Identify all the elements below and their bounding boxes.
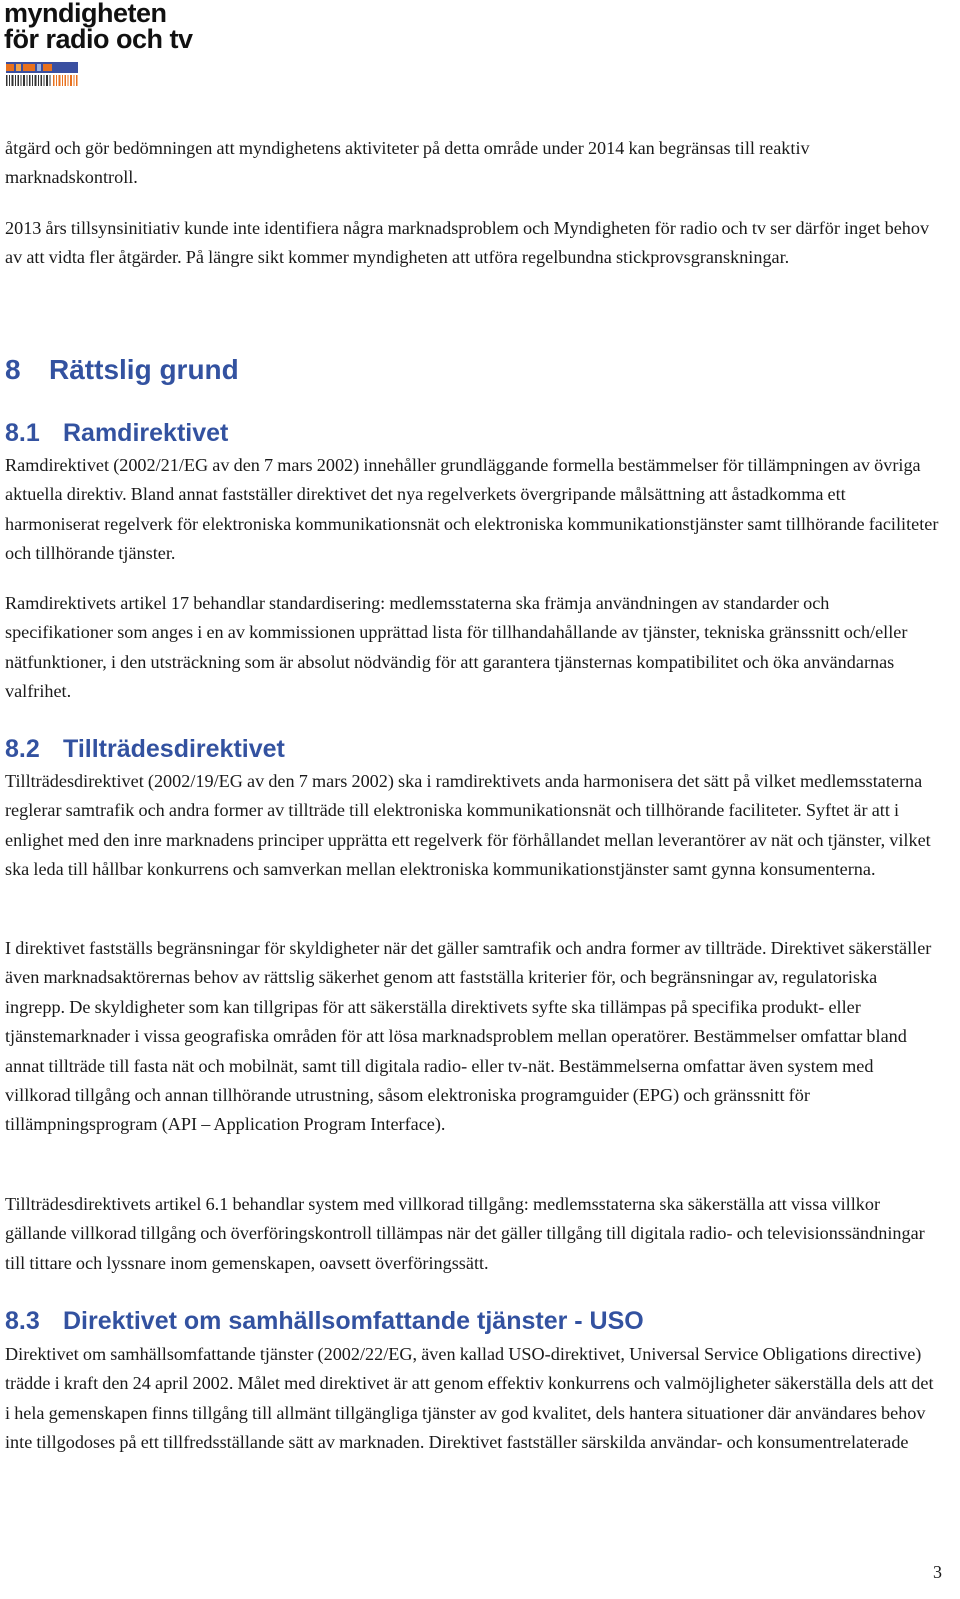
paragraph-8-1-b: Ramdirektivets artikel 17 behandlar standardisering: medlemsstaterna ska främja användningen av standarder och specifikationer som anges i en av kommissionen upprättad lista för tillhandahållande av tjänster, tekniska gränssnitt och/eller nätfunktioner, i den utsträckning som är absolut nödvändig för att garantera tjänsternas kompatibilitet och öka användarnas valfrihet. (5, 593, 908, 702)
logo-bars-icon (6, 62, 78, 86)
section-title: Rättslig grund (49, 354, 239, 385)
page-number: 3 (933, 1562, 942, 1582)
logo-text-line1: myndigheten (4, 0, 167, 28)
subsection-heading-8-1 (5, 418, 940, 448)
paragraph-8-2-c: Tillträdesdirektivets artikel 6.1 behandlar system med villkorad tillgång: medlemsstaterna ska säkerställa att vissa villkor gällande villkorad tillgång och överföringskontroll tillämpas när det gäller tillgång till digitala radio- och televisionssändningar till tittare och lyssnare inom gemenskapen, oavsett överföringssätt. (5, 1194, 925, 1273)
paragraph-8-2-a: Tillträdesdirektivet (2002/19/EG av den 7 mars 2002) ska i ramdirektivets anda harmonisera det sätt på vilket medlemsstaterna reglerar samtrafik och andra former av tillträde till elektroniska kommunikationsnät och tillhörande faciliteter. Syftet är att i enlighet med den inre marknadens principer upprätta ett regelverk för förhållandet mellan leverantörer av nät och tjänster, vilket ska leda till hållbar konkurrens och samverkan mellan elektroniska kommunikationstjänster samt gynna konsumenterna. (5, 771, 931, 880)
logo-text-line2: för radio och tv (4, 24, 193, 54)
paragraph-intro-2: 2013 års tillsynsinitiativ kunde inte identifiera några marknadsproblem och Myndigheten för radio och tv ser därför inget behov av att vidta fler åtgärder. På längre sikt kommer myndigheten att utföra regelbundna stickprovsgranskningar. (5, 218, 930, 268)
paragraph-intro-1: åtgärd och gör bedömningen att myndighetens aktiviteter på detta område under 2014 kan begränsas till reaktiv marknadskontroll. (5, 138, 810, 188)
section-number: 8 (5, 354, 21, 385)
subsection-number: 8.1 (5, 419, 40, 447)
subsection-number: 8.2 (5, 735, 40, 763)
subsection-heading-8-2 (5, 734, 940, 764)
agency-logo (4, 0, 214, 95)
paragraph-8-1-a: Ramdirektivet (2002/21/EG av den 7 mars 2002) innehåller grundläggande formella bestämmelser för tillämpningen av övriga aktuella direktiv. Bland annat fastställer direktivet det nya regelverkets övergripande målsättning att åstadkomma ett harmoniserat regelverk för elektroniska kommunikationsnät och elektroniska kommunikationstjänster samt tillhörande faciliteter och tillhörande tjänster. (5, 455, 939, 564)
paragraph-8-2-b: I direktivet fastställs begränsningar för skyldigheter när det gäller samtrafik och andra former av tillträde. Direktivet säkerställer även marknadsaktörernas behov av rättslig säkerhet genom att fastställa kriterier för, och begränsningar av, regulatoriska ingrepp. De skyldigheter som kan tillgripas för att säkerställa direktivets syfte ska tillämpas på specifika produkt- eller tjänstemarknader i vissa geografiska områden för att lösa marknadsproblem mellan operatörer. Bestämmelser omfattar bland annat tillträde till fasta nät och mobilnät, samt till digitala radio- eller tv-nät. Bestämmelserna omfattar även system med villkorad tillgång och annan tillhörande utrustning, såsom elektroniska programguider (EPG) och gränssnitt för tillämpningsprogram (API – Application Program Interface). (5, 938, 932, 1135)
subsection-title: Direktivet om samhällsomfattande tjänster - USO (63, 1307, 644, 1335)
subsection-heading-8-3 (5, 1306, 940, 1336)
paragraph-8-3-a: Direktivet om samhällsomfattande tjänster (2002/22/EG, även kallad USO-direktivet, Universal Service Obligations directive) trädde i kraft den 24 april 2002. Målet med direktivet är att genom effektiv konkurrens och valmöjligheter säkerställa dels att det i hela gemenskapen finns tillgång till allmänt tillgängliga tjänster av god kvalitet, dels hantera situationer där användares behov inte tillgodoses på ett tillfredsställande sätt av marknaden. Direktivet fastställer särskilda användar- och konsumentrelaterade (5, 1344, 934, 1453)
subsection-title: Ramdirektivet (63, 419, 229, 447)
section-heading-8 (5, 353, 940, 387)
subsection-title: Tillträdesdirektivet (63, 735, 285, 763)
subsection-number: 8.3 (5, 1307, 40, 1335)
